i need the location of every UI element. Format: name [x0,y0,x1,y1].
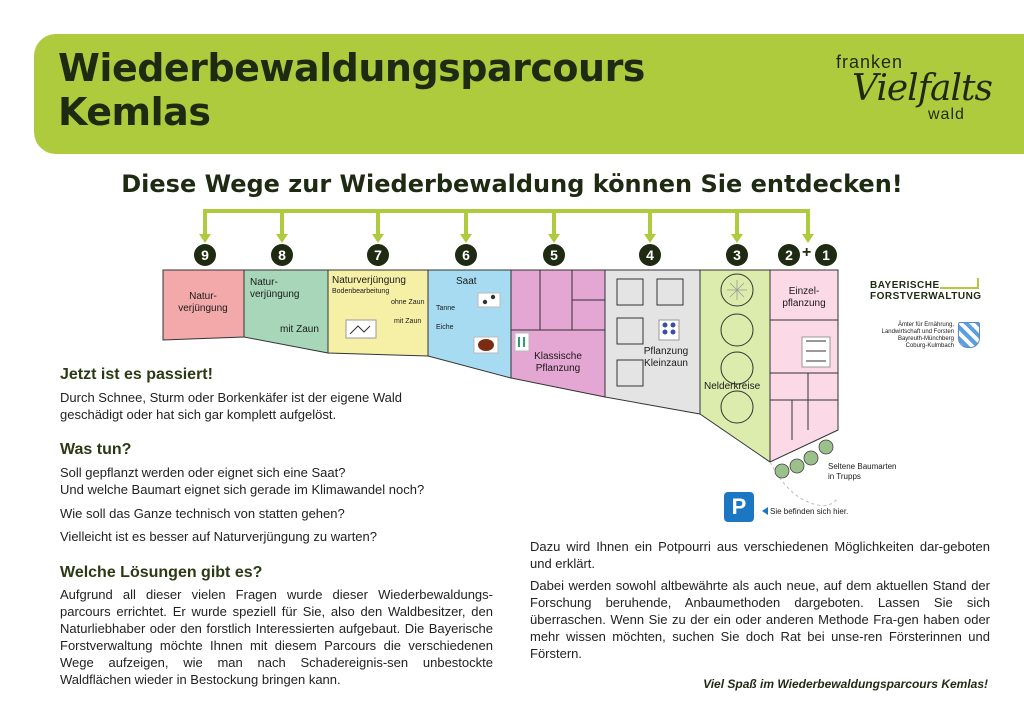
right-paragraph-1: Dazu wird Ihnen ein Potpourri aus verschiedenen Möglichkeiten dar-geboten und erklärt. [530,539,990,571]
station-number-9: 9 [194,244,216,266]
you-are-here-label: Sie befinden sich hier. [770,507,849,516]
nelder-spokes-icon [727,280,747,300]
parking-sign: P [724,492,754,522]
station-number-5: 5 [543,244,565,266]
station-number-3: 3 [726,244,748,266]
section-3-text: Aufgrund all dieser vielen Fragen wurde dieser Wiederbewaldungs-parcours errichtet. Er wurde speziell für Sie, also den Waldbesitzer, den Naturliebhaber oder den forstlich Interessierten aufgebaut. Die Bayerische Forstverwaltung möchte Ihnen mit diesem Parcours die verschiedenen Wege aufzeigen, wie man nach Schadereignis-sen unbestockte Waldflächen wieder in Bestockung bringen kann. [60,587,493,687]
plot-4-icon [659,320,679,340]
plot-6-tanne-label: Tanne [436,305,456,312]
you-are-here-arrow [762,507,768,515]
station-number-1: 1 [815,244,837,266]
plot-8-label: Natur- verjüngung [250,277,300,300]
logo-franken: franken [836,52,904,72]
station-number-4: 4 [639,244,661,266]
subheading: Diese Wege zur Wiederbewaldung können Sie entdecken! [121,170,903,198]
logo-wald: wald [928,106,965,123]
frankenwald-logo [836,52,996,132]
section-2-title: Was tun? [60,441,132,458]
plot-2-icon [802,337,830,367]
bavaria-crest-icon [958,322,980,348]
title-line-1: Wiederbewaldungsparcours [58,46,645,90]
plot-7-sublabel: Bodenbearbeitung [332,288,390,295]
section-1-text: Durch Schnee, Sturm oder Borkenkäfer ist der eigene Wald geschädigt oder hat sich gar komplett aufgelöst. [60,390,403,422]
station-number-2: 2 [778,244,800,266]
title-line-2: Kemlas [58,90,211,134]
agency-name-line-1: BAYERISCHE [870,280,940,291]
plot-3-label: Nelderkreise [704,381,761,392]
plot-9-label: Natur- verjüngung [178,291,228,314]
section-2-question-1: Soll gepflanzt werden oder eignet sich eine Saat? Und welche Baumart eignet sich gerade im Klimawandel noch? [60,465,425,497]
station-number-6: 6 [455,244,477,266]
plot-2-label: Einzel- pflanzung [782,286,826,309]
bracket-arrowheads [199,234,814,243]
right-paragraph-2: Dabei werden sowohl altbewährte als auch neue, auf dem aktuellen Stand der Forschung beruhende, Anbaumethoden dargeboten. Lassen Sie sich überraschen. Wenn Sie zu der ein oder anderen Methode Fra-gen haben oder mehr wissen möchten, suchen Sie doch Rat bei unse-ren Försterinnen und Förstern. [530,578,990,661]
page-title [58,46,645,134]
section-2-question-3: Vielleicht ist es besser auf Naturverjüngung zu warten? [60,529,377,544]
plot-6-eiche-icon [474,337,498,353]
plot-5-icon [515,333,529,351]
plus-sign: + [802,244,812,261]
station-number-7: 7 [367,244,389,266]
section-3-title: Welche Lösungen gibt es? [60,564,263,581]
plot-5-label: Klassische Pflanzung [534,351,582,374]
plot-6-label: Saat [456,276,477,287]
aemter-text: Ämter für Ernährung, Landwirtschaft und Forsten Bayreuth-Münchberg Coburg-Kulmbach [881,322,954,349]
plot-7-fence-icon [346,320,376,338]
closing-line: Viel Spaß im Wiederbewaldungsparcours Kemlas! [703,677,988,691]
section-2-question-2: Wie soll das Ganze technisch von statten gehen? [60,506,345,521]
logo-vielfalts: Vielfalts [852,68,992,109]
plot-6-eiche-label: Eiche [436,324,454,331]
plot-8-sublabel: mit Zaun [280,324,319,335]
station-number-8: 8 [271,244,293,266]
forstverwaltung-logo-arrow [940,276,982,290]
bracket-line [205,211,808,240]
agency-name-line-2: FORSTVERWALTUNG [870,291,982,302]
plot-7-label: Naturverjüngung [332,275,406,286]
plot-7-mit-zaun: mit Zaun [394,318,422,325]
bracket-stems [282,211,737,238]
plot-6-tanne-icon [478,293,500,307]
plot-4-label: Pflanzung Kleinzaun [643,346,689,369]
rare-species-label: Seltene Baumarten in Trupps [828,462,897,481]
section-1-title: Jetzt ist es passiert! [60,366,213,383]
plot-7-ohne-zaun: ohne Zaun [391,299,425,306]
